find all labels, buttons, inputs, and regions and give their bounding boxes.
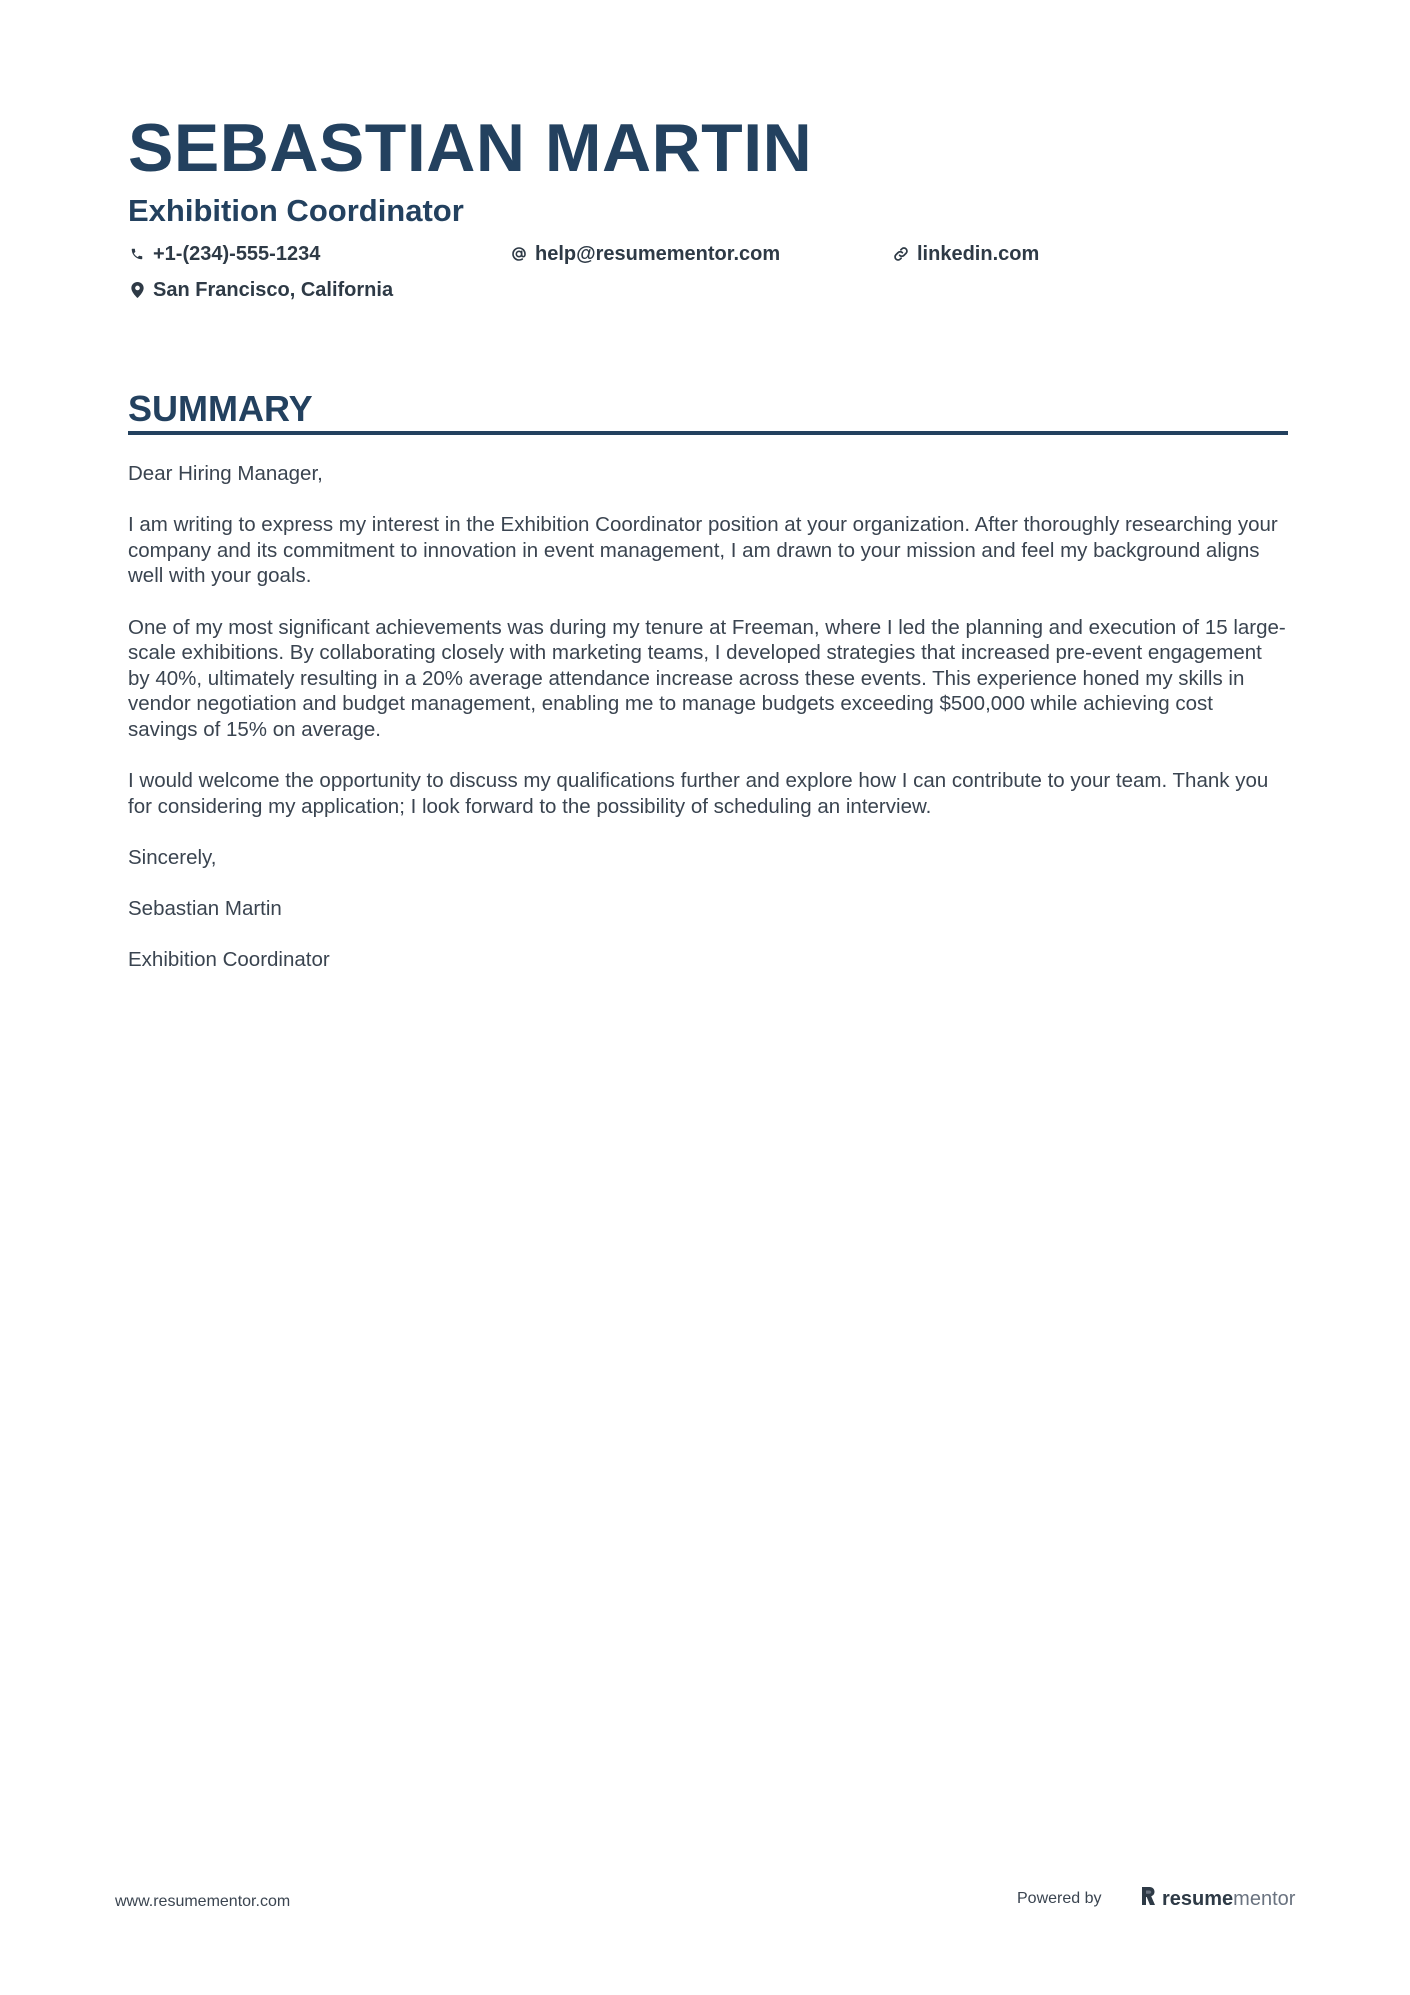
- linkedin-link[interactable]: linkedin.com: [917, 243, 1040, 265]
- closing: Sincerely,: [128, 845, 217, 869]
- letter-body: [128, 461, 1288, 998]
- brand-name-bold: resume: [1162, 1887, 1234, 1910]
- resumementor-logo-icon: [1140, 1886, 1156, 1911]
- footer-powered-by: Powered by: [1017, 1890, 1102, 1907]
- contact-email: [510, 241, 780, 267]
- location-pin-icon: [128, 281, 146, 299]
- contact-location: [128, 277, 393, 303]
- section-divider: [128, 431, 1288, 435]
- applicant-role: Exhibition Coordinator: [128, 193, 464, 228]
- email-link[interactable]: help@resumementor.com: [535, 243, 781, 265]
- body-paragraph: I would welcome the opportunity to discuss my qualifications further and explore how I can contribute to your team. Thank you for considering my application; I look forward to the possibility of scheduling an interview.: [128, 769, 1269, 818]
- applicant-name: SEBASTIAN MARTIN: [128, 110, 813, 186]
- greeting: Dear Hiring Manager,: [128, 462, 323, 485]
- phone-icon: [128, 245, 146, 263]
- contact-phone: [128, 241, 320, 267]
- footer-website-link[interactable]: www.resumementor.com: [115, 1893, 291, 1910]
- at-icon: [510, 245, 528, 263]
- footer-brand-logo[interactable]: [1140, 1886, 1295, 1911]
- signature-title: Exhibition Coordinator: [128, 948, 330, 972]
- summary-heading: SUMMARY: [128, 388, 313, 429]
- brand-name-light: mentor: [1233, 1887, 1296, 1910]
- phone-text: +1-(234)-555-1234: [153, 243, 321, 265]
- link-icon: [892, 245, 910, 263]
- contact-linkedin: [892, 241, 1039, 267]
- brand-name: [1162, 1887, 1295, 1911]
- body-paragraph: One of my most significant achievements was during my tenure at Freeman, where I led the planning and execution of 15 large-scale exhibitions. By collaborating closely with marketing teams, I developed strategies that increased pre-event engagement by 40%, ultimately resulting in a 20% average attendance increase across these events. This experience honed my skills in vendor negotiation and budget management, enabling me to manage budgets exceeding $500,000 while achieving cost savings of 15% on average.: [128, 615, 1286, 741]
- signature-name: Sebastian Martin: [128, 897, 282, 921]
- location-text: San Francisco, California: [153, 279, 394, 301]
- body-paragraph: I am writing to express my interest in the Exhibition Coordinator position at your organization. After thoroughly researching your company and its commitment to innovation in event management, I am drawn to your mission and feel my background aligns well with your goals.: [128, 513, 1278, 588]
